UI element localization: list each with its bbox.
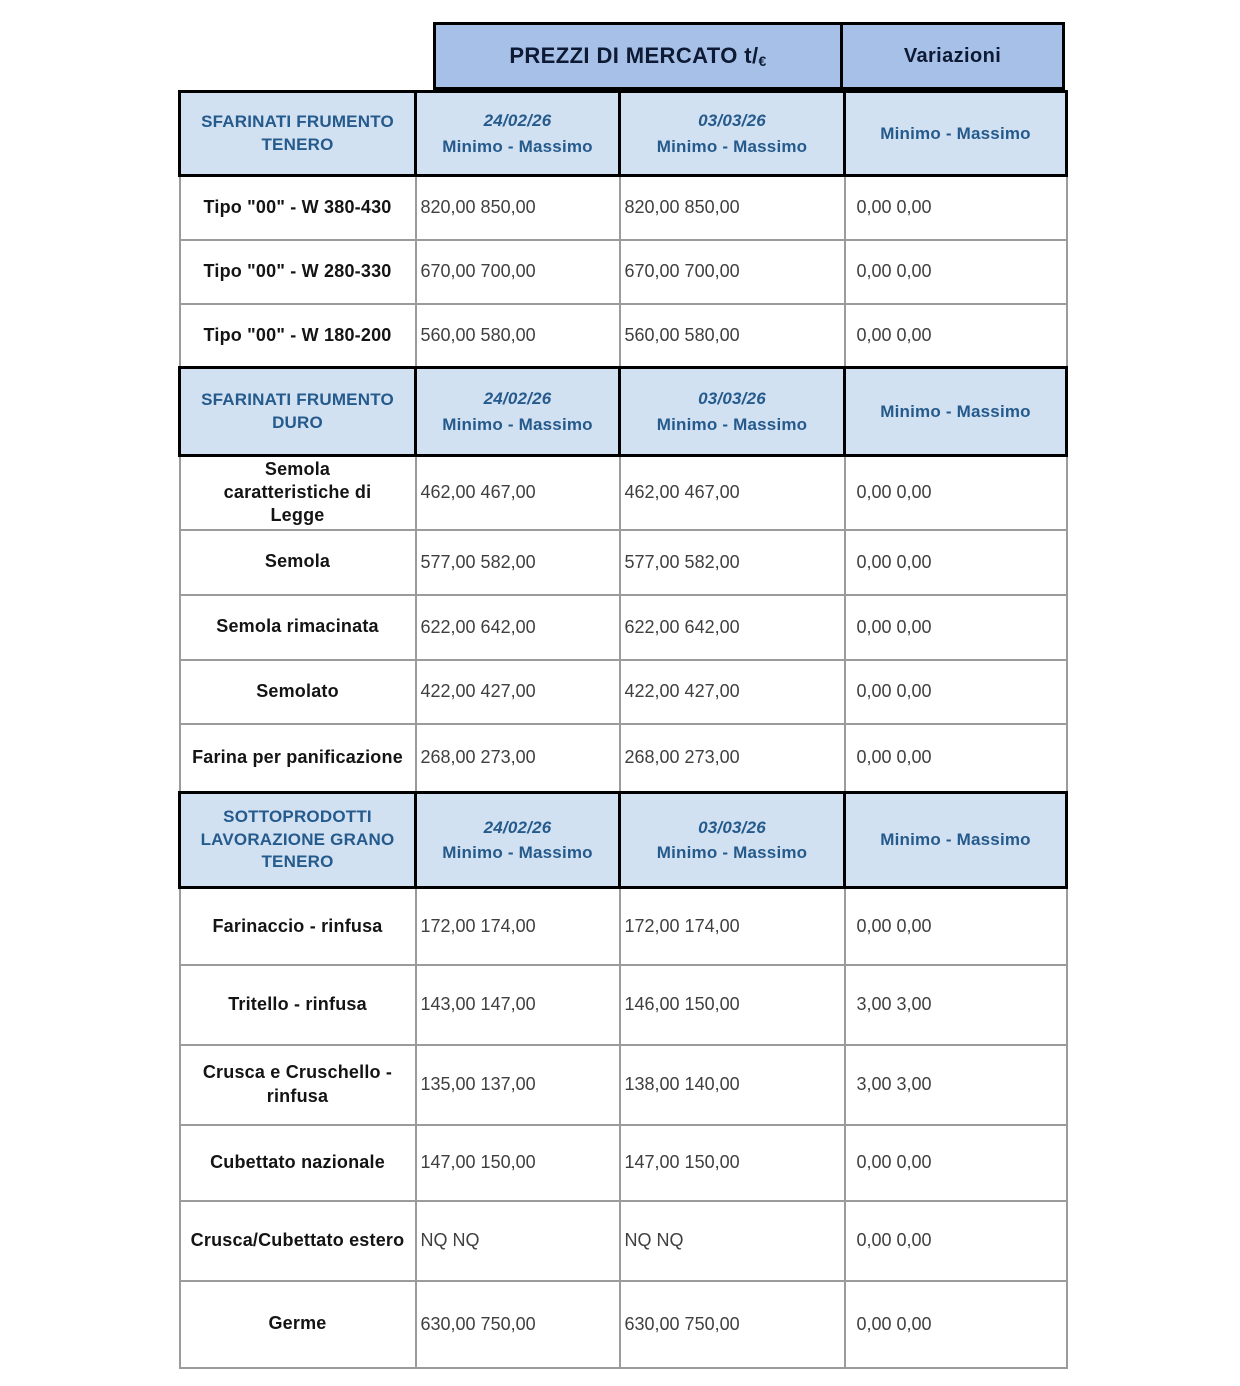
table-row <box>180 888 1067 965</box>
product-label: Farinaccio - rinfusa <box>180 888 416 965</box>
date-week2: 03/03/26 <box>698 389 766 408</box>
table-row <box>180 965 1067 1045</box>
variation-value: 0,00 0,00 <box>845 595 1067 660</box>
date-week2: 03/03/26 <box>698 111 766 130</box>
price-week2: NQ NQ <box>620 1201 845 1281</box>
variation-value: 3,00 3,00 <box>845 1045 1067 1125</box>
product-label: Tritello - rinfusa <box>180 965 416 1045</box>
prezzi-title: PREZZI DI MERCATO t/ <box>509 43 759 68</box>
column-header-week2 <box>620 793 845 888</box>
price-week1: 147,00 150,00 <box>416 1125 620 1201</box>
price-week1: 630,00 750,00 <box>416 1281 620 1368</box>
variation-value: 0,00 0,00 <box>845 456 1067 530</box>
product-label: Semola caratteristiche di Legge <box>180 456 416 530</box>
table-row <box>180 1281 1067 1368</box>
price-week1: NQ NQ <box>416 1201 620 1281</box>
table-row <box>180 304 1067 368</box>
variazioni-title: Variazioni <box>903 44 1002 67</box>
section-title: SFARINATI FRUMENTO DURO <box>180 368 416 456</box>
price-week1: 462,00 467,00 <box>416 456 620 530</box>
column-header-week1 <box>416 92 620 176</box>
column-header-variation <box>845 368 1067 456</box>
date-week1: 24/02/26 <box>483 111 552 130</box>
variation-value: 0,00 0,00 <box>845 660 1067 724</box>
table-row <box>180 456 1067 530</box>
table-row <box>180 1045 1067 1125</box>
price-week1: 422,00 427,00 <box>416 660 620 724</box>
variation-value: 0,00 0,00 <box>845 530 1067 595</box>
date-week2: 03/03/26 <box>698 817 766 837</box>
price-week2: 462,00 467,00 <box>620 456 845 530</box>
range-label: Minimo - Massimo <box>442 136 593 156</box>
variation-value: 3,00 3,00 <box>845 965 1067 1045</box>
price-week2: 138,00 140,00 <box>620 1045 845 1125</box>
date-week1: 24/02/26 <box>483 817 552 837</box>
range-label: Minimo - Massimo <box>656 414 808 434</box>
date-week1: 24/02/26 <box>483 389 552 408</box>
range-label: Minimo - Massimo <box>442 843 593 862</box>
price-table <box>178 90 1068 1369</box>
column-header-week2 <box>620 368 845 456</box>
table-row <box>180 724 1067 793</box>
product-label: Crusca/Cubettato estero <box>180 1201 416 1281</box>
product-label: Tipo "00" - W 380-430 <box>180 176 416 240</box>
price-week1: 135,00 137,00 <box>416 1045 620 1125</box>
range-label: Minimo - Massimo <box>880 123 1031 143</box>
column-header-variation <box>845 793 1067 888</box>
range-label: Minimo - Massimo <box>880 401 1031 421</box>
section-header-row <box>180 368 1067 456</box>
variation-value: 0,00 0,00 <box>845 176 1067 240</box>
variazioni-header <box>840 22 1065 90</box>
product-label: Crusca e Cruschello - rinfusa <box>180 1045 416 1125</box>
section-header-row <box>180 92 1067 176</box>
price-week2: 422,00 427,00 <box>620 660 845 724</box>
price-week1: 268,00 273,00 <box>416 724 620 793</box>
price-week1: 560,00 580,00 <box>416 304 620 368</box>
section-header-row <box>180 793 1067 888</box>
variation-value: 0,00 0,00 <box>845 1201 1067 1281</box>
section-title: SOTTOPRODOTTI LAVORAZIONE GRANO TENERO <box>180 793 416 888</box>
variation-value: 0,00 0,00 <box>845 240 1067 304</box>
price-week2: 670,00 700,00 <box>620 240 845 304</box>
price-week1: 143,00 147,00 <box>416 965 620 1045</box>
euro-subscript: € <box>758 53 767 69</box>
price-week2: 172,00 174,00 <box>620 888 845 965</box>
product-label: Semolato <box>180 660 416 724</box>
range-label: Minimo - Massimo <box>442 414 593 434</box>
table-row <box>180 1125 1067 1201</box>
price-week2: 146,00 150,00 <box>620 965 845 1045</box>
price-week2: 577,00 582,00 <box>620 530 845 595</box>
product-label: Cubettato nazionale <box>180 1125 416 1201</box>
variation-value: 0,00 0,00 <box>845 724 1067 793</box>
table-row <box>180 240 1067 304</box>
variation-value: 0,00 0,00 <box>845 1281 1067 1368</box>
price-week2: 560,00 580,00 <box>620 304 845 368</box>
range-label: Minimo - Massimo <box>656 136 808 156</box>
variation-value: 0,00 0,00 <box>845 888 1067 965</box>
price-week2: 820,00 850,00 <box>620 176 845 240</box>
product-label: Germe <box>180 1281 416 1368</box>
price-table-wrapper <box>178 90 1068 1369</box>
table-row <box>180 595 1067 660</box>
price-week1: 622,00 642,00 <box>416 595 620 660</box>
price-week2: 147,00 150,00 <box>620 1125 845 1201</box>
range-label: Minimo - Massimo <box>656 843 808 862</box>
section-title: SFARINATI FRUMENTO TENERO <box>180 92 416 176</box>
product-label: Farina per panificazione <box>180 724 416 793</box>
product-label: Semola rimacinata <box>180 595 416 660</box>
variation-value: 0,00 0,00 <box>845 304 1067 368</box>
product-label: Tipo "00" - W 280-330 <box>180 240 416 304</box>
table-row <box>180 530 1067 595</box>
table-row <box>180 176 1067 240</box>
table-row <box>180 660 1067 724</box>
price-week1: 820,00 850,00 <box>416 176 620 240</box>
price-week1: 577,00 582,00 <box>416 530 620 595</box>
column-header-week1 <box>416 793 620 888</box>
price-week1: 670,00 700,00 <box>416 240 620 304</box>
price-week2: 630,00 750,00 <box>620 1281 845 1368</box>
product-label: Semola <box>180 530 416 595</box>
range-label: Minimo - Massimo <box>880 830 1031 850</box>
price-week2: 622,00 642,00 <box>620 595 845 660</box>
product-label: Tipo "00" - W 180-200 <box>180 304 416 368</box>
table-row <box>180 1201 1067 1281</box>
price-week2: 268,00 273,00 <box>620 724 845 793</box>
prezzi-di-mercato-header <box>433 22 843 90</box>
price-week1: 172,00 174,00 <box>416 888 620 965</box>
column-header-week2 <box>620 92 845 176</box>
variation-value: 0,00 0,00 <box>845 1125 1067 1201</box>
column-header-week1 <box>416 368 620 456</box>
column-header-variation <box>845 92 1067 176</box>
